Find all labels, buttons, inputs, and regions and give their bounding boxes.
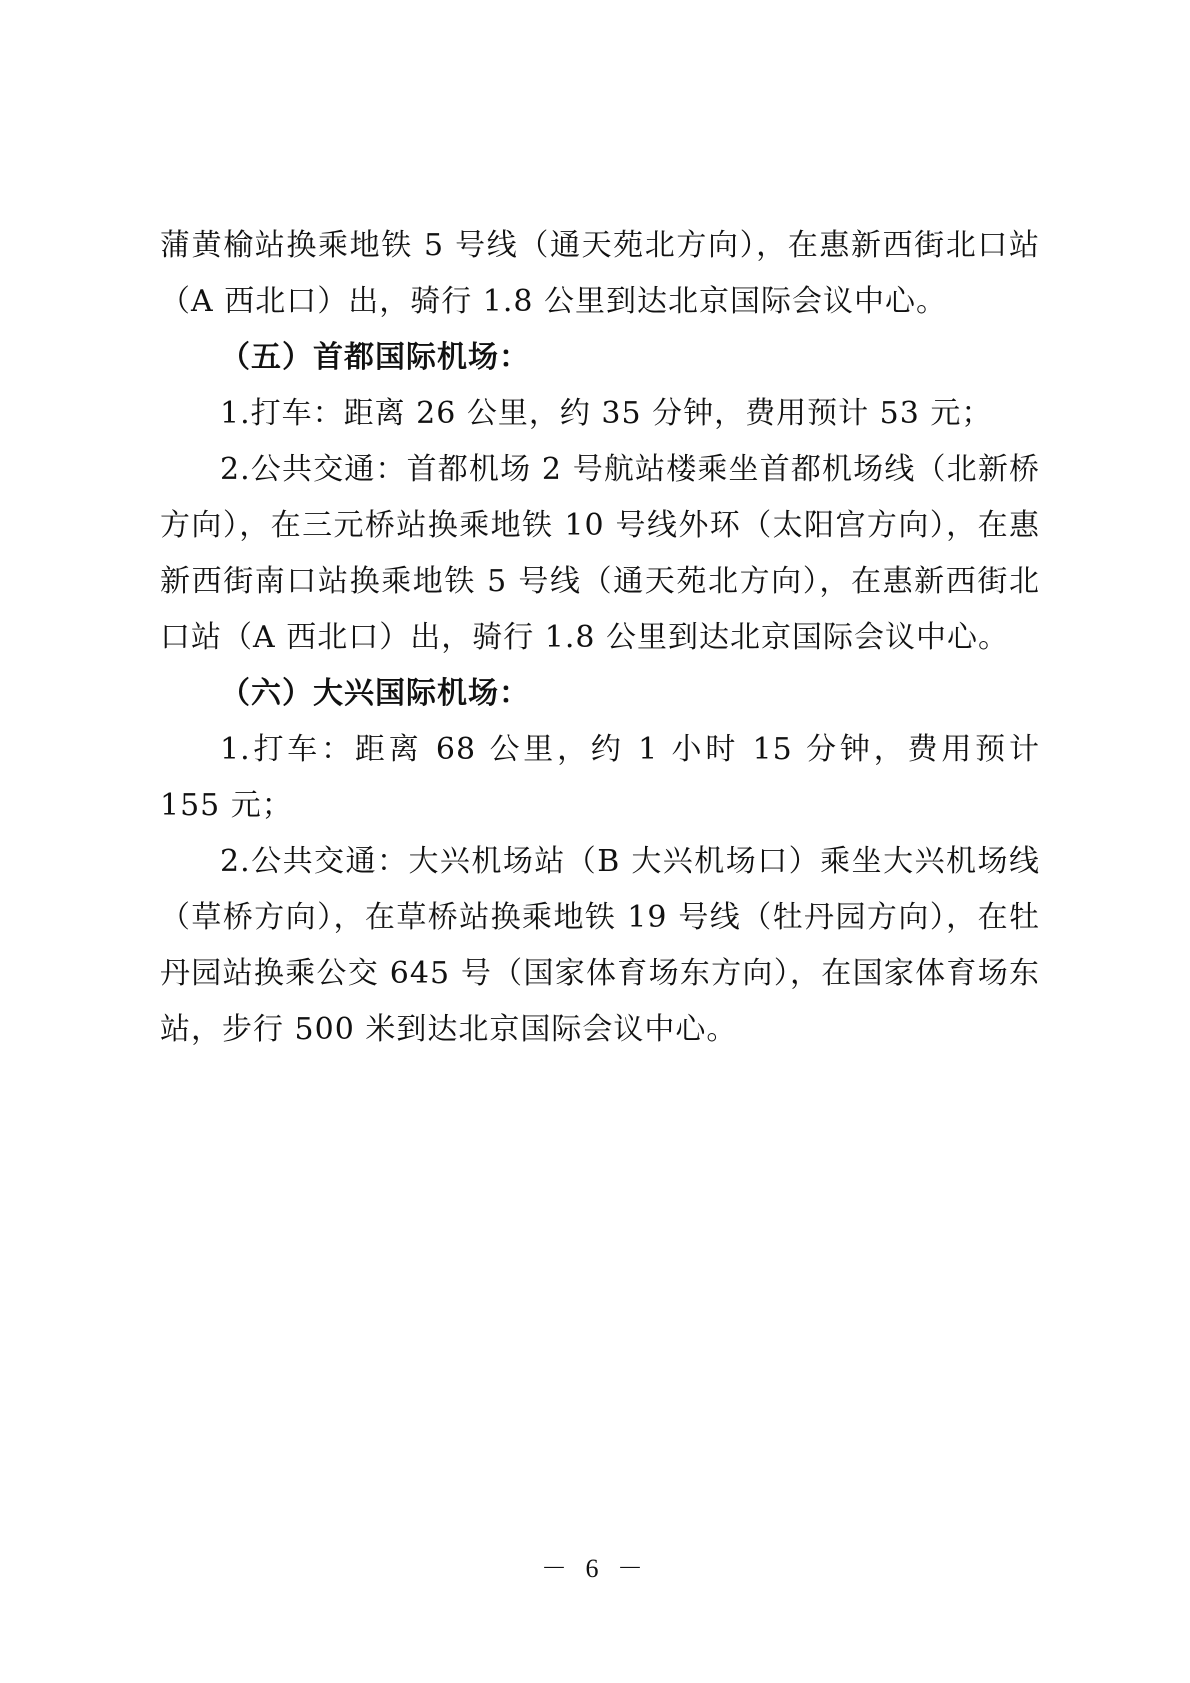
section-heading-capital-airport: （五）首都国际机场：	[220, 340, 530, 375]
document-body	[160, 218, 1040, 1058]
paragraph-daxing-transit: 2.公共交通：大兴机场站（B 大兴机场口）乘坐大兴机场线（草桥方向），在草桥站换乘地铁 19 号线（牡丹园方向），在牡丹园站换乘公交 645 号（国家体育场东方向），在国家体育场东站，步行 500 米到达北京国际会议中心。	[160, 844, 1040, 1047]
page-number: － 6 －	[540, 1554, 649, 1583]
paragraph-capital-taxi: 1.打车：距离 26 公里，约 35 分钟，费用预计 53 元；	[220, 396, 993, 431]
section-heading-daxing-airport: （六）大兴国际机场：	[220, 676, 530, 711]
paragraph-daxing-taxi: 1.打车：距离 68 公里，约 1 小时 15 分钟，费用预计 155 元；	[160, 732, 1040, 823]
paragraph-capital-transit: 2.公共交通：首都机场 2 号航站楼乘坐首都机场线（北新桥方向），在三元桥站换乘地铁 10 号线外环（太阳宫方向），在惠新西街南口站换乘地铁 5 号线（通天苑北方向），在惠新西街北口站（A 西北口）出，骑行 1.8 公里到达北京国际会议中心。	[160, 452, 1040, 655]
paragraph-continuation: 蒲黄榆站换乘地铁 5 号线（通天苑北方向），在惠新西街北口站（A 西北口）出，骑行 1.8 公里到达北京国际会议中心。	[160, 228, 1040, 319]
